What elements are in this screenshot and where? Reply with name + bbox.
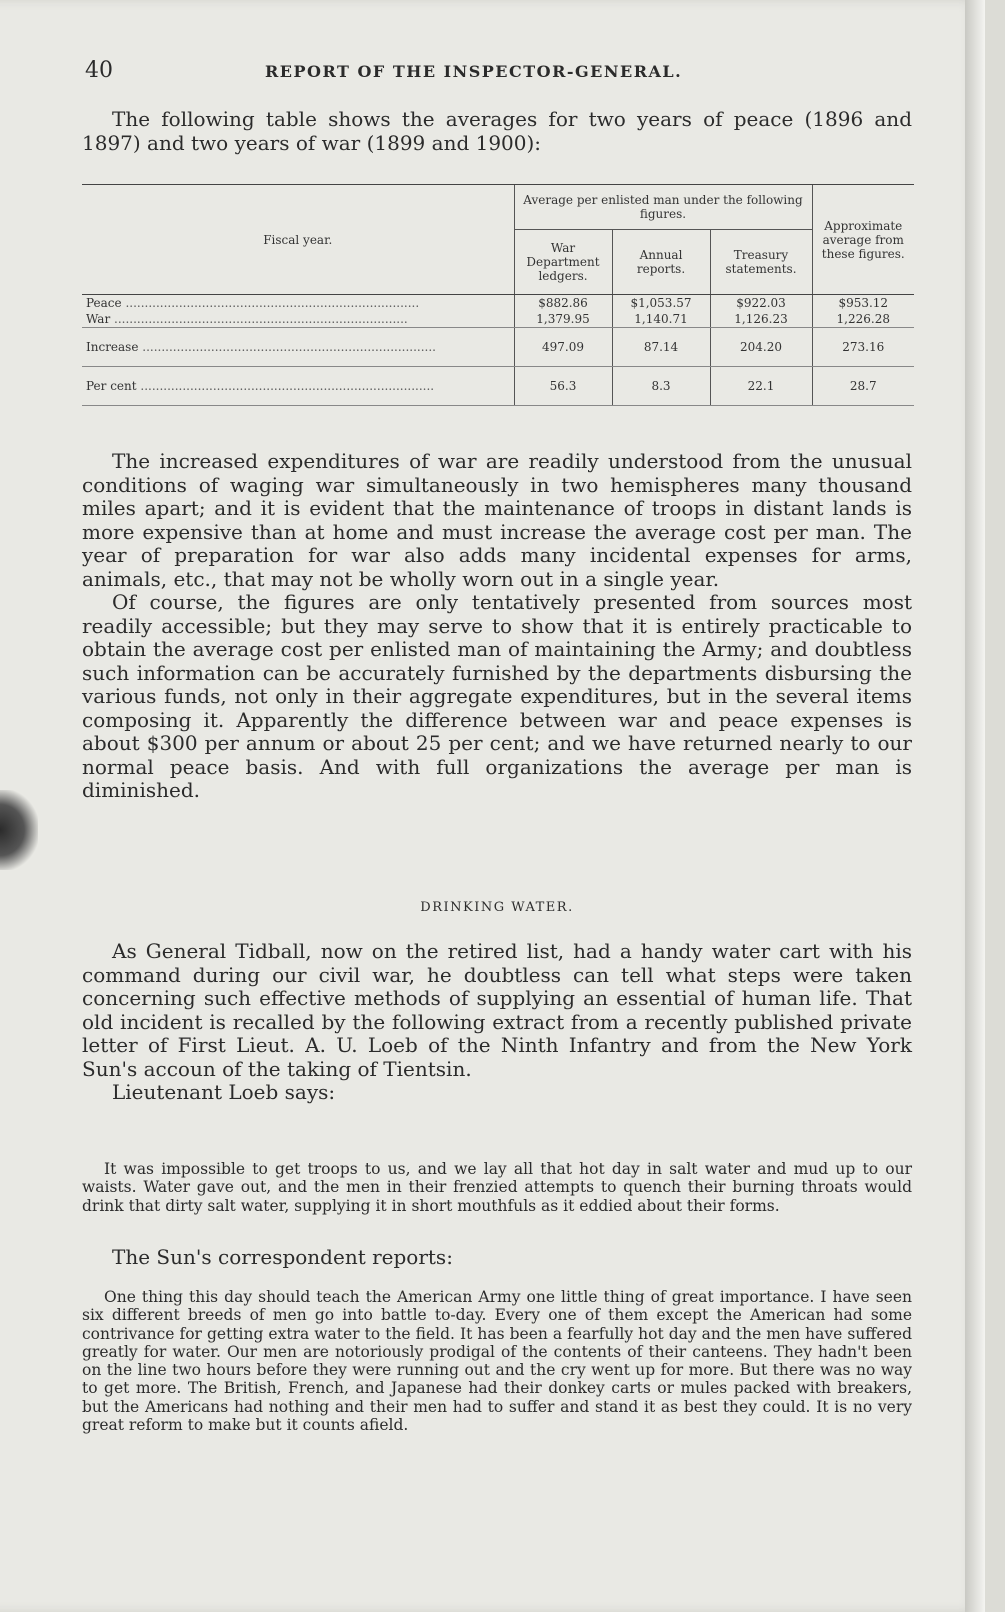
thumb-shadow (0, 790, 38, 870)
table-cell: 56.3 (514, 367, 612, 406)
column-header-ledgers: War Department ledgers. (514, 230, 612, 295)
table-cell: 22.1 (710, 367, 812, 406)
table-cell: 8.3 (612, 367, 710, 406)
table-row-peace-war (82, 295, 914, 328)
table-row-increase (82, 328, 914, 367)
row-label-percent: Per cent ..... (86, 379, 434, 393)
table-cell: 1,226.28 (836, 312, 890, 326)
column-header-approx: Approximate average from these figures. (812, 185, 914, 295)
table-cell: 204.20 (710, 328, 812, 367)
stub-header: Fiscal year. (82, 185, 514, 295)
paragraph-tidball: As General Tidball, now on the retired list, had a handy water cart with his command during our civil war, he doubtless can tell what steps were taken concerning such effective methods of supplying an essential of human life. That old incident is recalled by the following extract from a recently published private letter of First Lieut. A. U. Loeb of the Ninth Infantry and from the New York Sun's accoun of the taking of Tientsin. (82, 939, 912, 1081)
row-label-peace: Peace ..... (86, 295, 510, 311)
intro-paragraph: The following table shows the averages for two years of peace (1896 and 1897) and two years of war (1899 and 1900): (82, 107, 912, 155)
table-cell: $922.03 (736, 296, 786, 310)
paragraph-figures: Of course, the figures are only tentatively presented from sources most readily accessible; but they may serve to show that it is entirely practicable to obtain the average cost per enlisted man of maintaining the Army; and doubtless such information can be accurately furnished by the departments disbursing the various funds, not only in their aggregate expenditures, but in the several items composing it. Apparently the difference between war and peace expenses is about $300 per annum or about 25 per cent; and we have returned nearly to our normal peace basis. And with full organizations the average per man is diminished. (82, 590, 912, 802)
table-cell: 1,379.95 (536, 312, 590, 326)
drinking-water-text (82, 940, 912, 1105)
quote-sun: One thing this day should teach the American Army one little thing of great importance. I have seen six different breeds of men go into battle to-day. Every one of them except the American had some contrivance for getting extra water to the field. It has been a fearfully hot day and the men have suffered greatly for water. Our men are notoriously prodigal of the contents of their canteens. They hadn't been on the line two hours before they were running out and the cry went up for more. But there was no way to get more. The British, French, and Japanese had their donkey carts or mules packed with breakers, but the Americans had nothing and their men had to suffer and stand it as best they could. It is no very great reform to make but it counts afield. (82, 1288, 912, 1435)
paragraph-loeb-intro: Lieutenant Loeb says: (112, 1080, 336, 1104)
table-row-percent (82, 367, 914, 406)
table-cell: $953.12 (838, 296, 889, 310)
column-header-treasury: Treasury statements. (710, 230, 812, 295)
table-cell: 273.16 (812, 328, 914, 367)
table-cell: $1,053.57 (630, 296, 692, 310)
sun-intro: The Sun's correspondent reports: (112, 1245, 453, 1269)
table-cell: 1,140.71 (634, 312, 688, 326)
section-title: DRINKING WATER. (420, 900, 574, 915)
group-header: Average per enlisted man under the following figures. (514, 185, 812, 230)
table-cell: 1,126.23 (734, 312, 788, 326)
table-cell: $882.86 (538, 296, 588, 310)
table-cell: 87.14 (612, 328, 710, 367)
expense-table (82, 184, 914, 406)
row-label-war: War ..... (86, 311, 510, 327)
table-cell: 28.7 (812, 367, 914, 406)
quote-loeb: It was impossible to get troops to us, and we lay all that hot day in salt water and mud up to our waists. Water gave out, and the men in their frenzied attempts to quench their burning throats would drink that dirty salt water, supplying it in short mouthfuls as it eddied about their forms. (82, 1160, 912, 1215)
table-cell: 497.09 (514, 328, 612, 367)
running-title: REPORT OF THE INSPECTOR-GENERAL. (265, 62, 683, 81)
row-label-increase: Increase ..... (86, 340, 436, 354)
column-header-annual: Annual reports. (612, 230, 710, 295)
page-number: 40 (85, 58, 113, 83)
paragraph-expenditures: The increased expenditures of war are readily understood from the unusual conditions of waging war simultaneously in two hemispheres many thousand miles apart; and it is evident that the maintenance of troops in distant lands is more expensive than at home and must increase the average cost per man. The year of preparation for war also adds many incidental expenses for arms, animals, etc., that may not be wholly worn out in a single year. (82, 449, 912, 591)
body-text (82, 450, 912, 803)
page-header (85, 58, 915, 94)
page-edge-shadow (965, 0, 985, 1612)
